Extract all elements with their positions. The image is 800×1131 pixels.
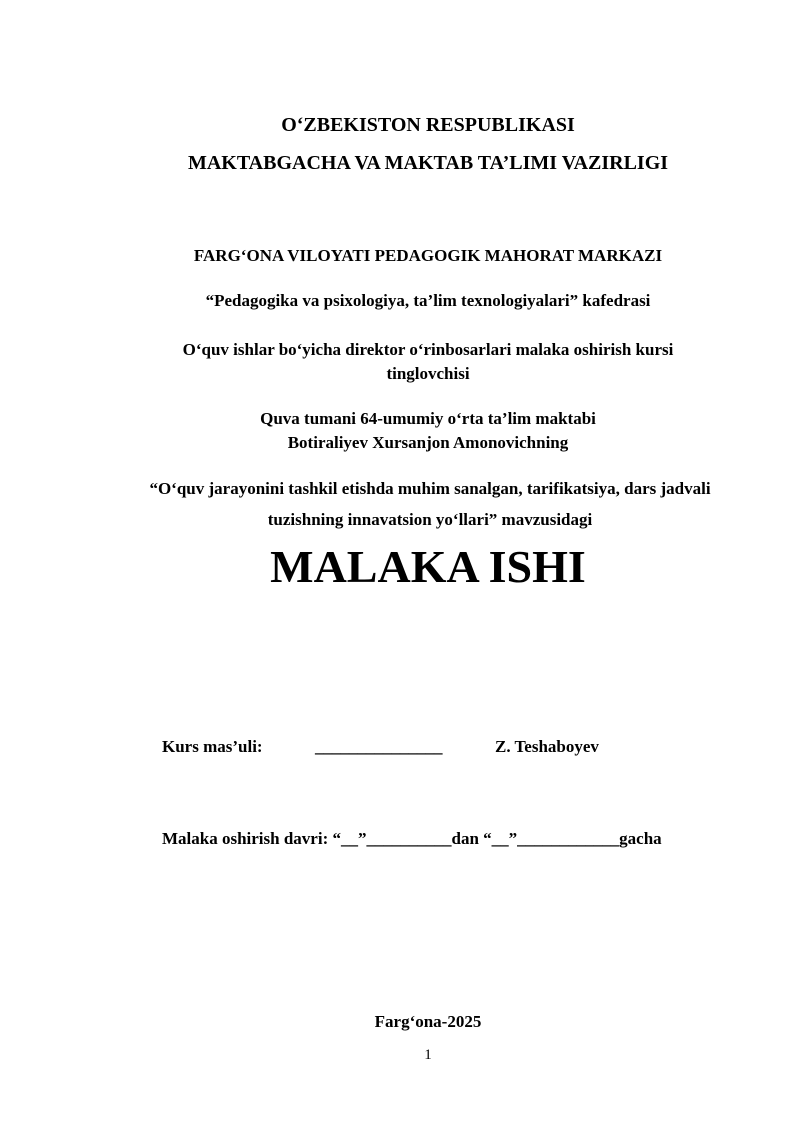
author-school: Quva tumani 64-umumiy o‘rta ta’lim maktabi bbox=[260, 409, 596, 428]
department-name: “Pedagogika va psixologiya, ta’lim texnologiyalari” kafedrasi bbox=[205, 291, 651, 310]
place-year: Farg‘ona-2025 bbox=[374, 1012, 482, 1031]
author-name: Botiraliyev Xursanjon Amonovichning bbox=[287, 433, 569, 452]
signature-line: _______________ bbox=[315, 737, 443, 756]
document-title: MALAKA ISHI bbox=[270, 541, 586, 592]
supervisor-label: Kurs mas’uli: bbox=[162, 737, 263, 756]
republic-heading: O‘ZBEKISTON RESPUBLIKASI bbox=[281, 114, 575, 136]
topic-line2: tuzishning innavatsion yo‘llari” mavzusidagi bbox=[267, 510, 593, 529]
page-number: 1 bbox=[424, 1047, 432, 1063]
training-period: Malaka oshirish davri: “__”__________dan “__”____________gacha bbox=[162, 829, 662, 848]
course-description-line2: tinglovchisi bbox=[386, 364, 470, 383]
supervisor-name: Z. Teshaboyev bbox=[495, 737, 599, 756]
center-name: FARG‘ONA VILOYATI PEDAGOGIK MAHORAT MARKAZI bbox=[193, 246, 663, 265]
topic-line1: “O‘quv jarayonini tashkil etishda muhim sanalgan, tarifikatsiya, dars jadvali bbox=[149, 479, 711, 498]
course-description-line1: O‘quv ishlar bo‘yicha direktor o‘rinbosarlari malaka oshirish kursi bbox=[182, 340, 674, 359]
ministry-heading: MAKTABGACHA VA MAKTAB TA’LIMI VAZIRLIGI bbox=[187, 152, 669, 174]
